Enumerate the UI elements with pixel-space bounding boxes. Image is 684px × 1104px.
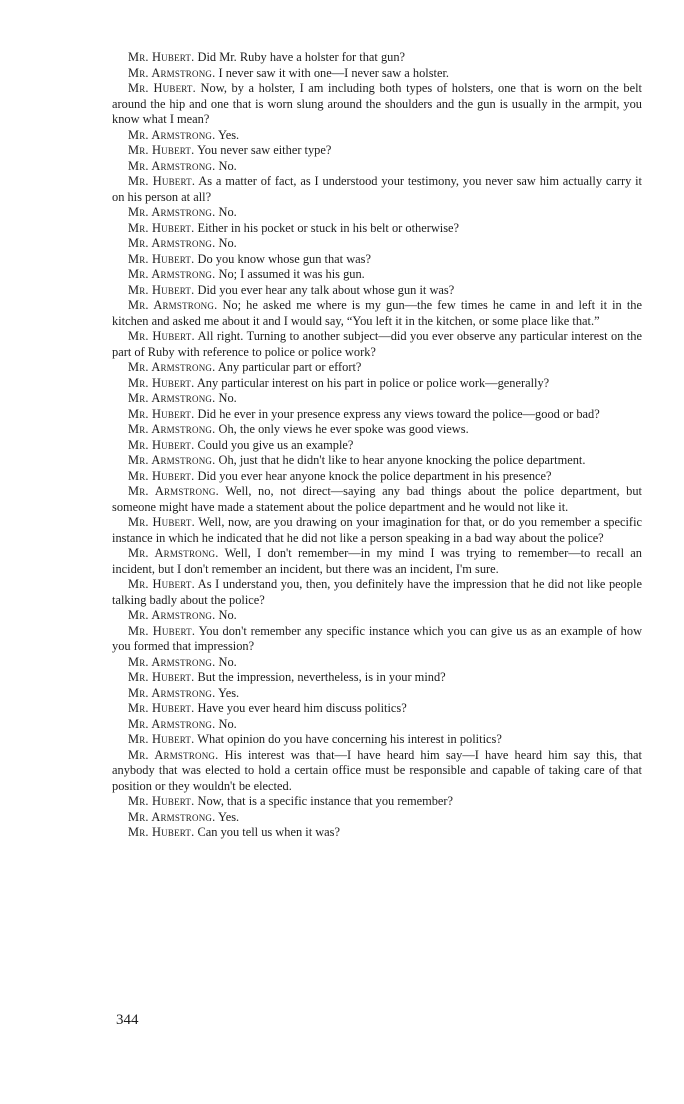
speech-text: Do you know whose gun that was?: [197, 251, 371, 266]
speaker-name: Mr. Hubert.: [128, 670, 195, 684]
speaker-name: Mr. Hubert.: [128, 329, 195, 343]
speaker-name: Mr. Armstrong.: [128, 716, 216, 731]
speech-text: You never saw either type?: [197, 143, 332, 157]
speech-text: Either in his pocket or stuck in his belt or otherwise?: [197, 220, 460, 235]
speaker-name: Mr. Armstrong.: [128, 422, 216, 436]
speaker-name: Mr. Hubert.: [128, 732, 195, 746]
testimony-paragraph: [112, 748, 642, 795]
testimony-paragraph: [112, 267, 642, 283]
speech-text: Have you ever heard him discuss politics?: [197, 701, 407, 715]
speech-text: Well, now, are you drawing on your imagination for that, or do you remember a specific instance in which he indicated that he did not like a person speaking in a bad way about the police?: [112, 515, 643, 545]
speaker-name: Mr. Hubert.: [128, 468, 195, 483]
speech-text: You don't remember any specific instance which you can give us as an example of how you formed that impression?: [112, 623, 643, 653]
testimony-paragraph: [112, 717, 642, 733]
speech-text: His interest was that—I have heard him say—I have heard him say this, that anybody that was elected to hold a certain office must be responsible and capable of taking care of that position or they wouldn't be elected.: [112, 747, 643, 793]
speaker-name: Mr. Armstrong.: [128, 654, 216, 669]
speaker-name: Mr. Armstrong.: [128, 65, 216, 80]
testimony-paragraph: [112, 283, 642, 299]
speech-text: What opinion do you have concerning his interest in politics?: [197, 732, 502, 746]
speaker-name: Mr. Hubert.: [128, 623, 196, 638]
speaker-name: Mr. Hubert.: [128, 143, 195, 157]
speech-text: No.: [218, 158, 237, 173]
speaker-name: Mr. Hubert.: [128, 406, 195, 421]
speaker-name: Mr. Hubert.: [128, 50, 195, 64]
speech-text: Did you ever hear anyone knock the police department in his presence?: [197, 468, 552, 483]
speaker-name: Mr. Hubert.: [128, 282, 195, 297]
speaker-name: Mr. Armstrong.: [128, 127, 216, 142]
speaker-name: Mr. Armstrong.: [128, 236, 216, 250]
speaker-name: Mr. Armstrong.: [128, 747, 219, 762]
speaker-name: Mr. Armstrong.: [128, 298, 218, 312]
testimony-paragraph: [112, 221, 642, 237]
speech-text: Well, no, not direct—saying any bad things about the police department, but someone might have made a statement about the police department and he would not like it.: [112, 484, 642, 514]
speech-text: Well, I don't remember—in my mind I was trying to remember—to recall an incident, but I don't remember an incident, but there was an incident, I'm sure.: [112, 546, 643, 576]
testimony-paragraph: [112, 810, 642, 826]
speech-text: No.: [218, 716, 237, 731]
speech-text: Did he ever in your presence express any views toward the police—good or bad?: [197, 406, 600, 421]
speaker-name: Mr. Hubert.: [128, 701, 195, 715]
testimony-paragraph: [112, 391, 642, 407]
speech-text: Any particular interest on his part in police or police work—generally?: [196, 375, 550, 390]
testimony-paragraph: [112, 50, 642, 66]
speech-text: Did you ever hear any talk about whose gun it was?: [197, 282, 455, 297]
speech-text: No.: [218, 391, 237, 405]
speaker-name: Mr. Armstrong.: [128, 809, 216, 824]
testimony-paragraph: [112, 143, 642, 159]
speaker-name: Mr. Armstrong.: [128, 685, 216, 700]
testimony-paragraph: [112, 515, 642, 546]
testimony-paragraph: [112, 298, 642, 329]
testimony-paragraph: [112, 686, 642, 702]
speaker-name: Mr. Hubert.: [128, 375, 195, 390]
testimony-paragraph: [112, 794, 642, 810]
testimony-paragraph: [112, 159, 642, 175]
testimony-paragraph: [112, 655, 642, 671]
testimony-paragraph: [112, 329, 642, 360]
speech-text: Did Mr. Ruby have a holster for that gun?: [197, 50, 406, 64]
speech-text: As I understand you, then, you definitely have the impression that he did not like people talking badly about the police?: [112, 577, 642, 607]
testimony-paragraph: [112, 670, 642, 686]
testimony-paragraph: [112, 236, 642, 252]
testimony-paragraph: [112, 360, 642, 376]
speech-text: Yes.: [218, 127, 240, 142]
speech-text: No; he asked me where is my gun—the few times he came in and left it in the kitchen and asked me about it and I would say, “You left it in the kitchen, or some place like that.”: [112, 298, 642, 328]
speech-text: Could you give us an example?: [197, 437, 354, 452]
speech-text: All right. Turning to another subject—did you ever observe any particular interest on the part of Ruby with reference to police or police work?: [112, 329, 642, 359]
speaker-name: Mr. Hubert.: [128, 437, 195, 452]
speaker-name: Mr. Hubert.: [128, 220, 195, 235]
speech-text: No.: [218, 654, 237, 669]
testimony-paragraph: [112, 81, 642, 128]
testimony-paragraph: [112, 608, 642, 624]
testimony-paragraph: [112, 825, 642, 841]
speech-text: Now, by a holster, I am including both types of holsters, one that is worn on the belt around the hip and one that is worn slung around the shoulders and the gun is usually in the armpit, you know what I mean?: [112, 81, 642, 126]
testimony-paragraph: [112, 732, 642, 748]
testimony-paragraph: [112, 376, 642, 392]
speech-text: Can you tell us when it was?: [197, 825, 340, 839]
testimony-paragraph: [112, 407, 642, 423]
speech-text: But the impression, nevertheless, is in your mind?: [197, 670, 446, 684]
speaker-name: Mr. Hubert.: [128, 825, 195, 839]
speaker-name: Mr. Hubert.: [128, 794, 195, 808]
testimony-paragraph: [112, 577, 642, 608]
speech-text: No.: [218, 205, 237, 219]
speaker-name: Mr. Hubert.: [128, 515, 195, 529]
speech-text: Now, that is a specific instance that you remember?: [197, 794, 454, 808]
testimony-paragraph: [112, 128, 642, 144]
speech-text: Yes.: [218, 685, 240, 700]
testimony-paragraph: [112, 66, 642, 82]
speaker-name: Mr. Hubert.: [128, 577, 195, 591]
speech-text: Yes.: [218, 809, 240, 824]
testimony-paragraph: [112, 469, 642, 485]
speaker-name: Mr. Armstrong.: [128, 608, 216, 622]
testimony-paragraph: [112, 174, 642, 205]
page-number: 344: [116, 1012, 139, 1028]
testimony-paragraph: [112, 422, 642, 438]
speaker-name: Mr. Hubert.: [128, 174, 196, 188]
speech-text: No.: [218, 608, 237, 622]
speech-text: As a matter of fact, as I understood your testimony, you never saw him actually carry it on his person at all?: [112, 174, 643, 204]
speaker-name: Mr. Armstrong.: [128, 484, 219, 498]
transcript-body: [112, 50, 642, 841]
speaker-name: Mr. Armstrong.: [128, 453, 216, 467]
speech-text: No; I assumed it was his gun.: [218, 267, 365, 281]
speaker-name: Mr. Hubert.: [128, 81, 196, 95]
speaker-name: Mr. Armstrong.: [128, 546, 219, 560]
testimony-paragraph: [112, 205, 642, 221]
testimony-paragraph: [112, 546, 642, 577]
speaker-name: Mr. Armstrong.: [128, 360, 216, 374]
testimony-paragraph: [112, 624, 642, 655]
speaker-name: Mr. Hubert.: [128, 251, 195, 266]
testimony-paragraph: [112, 438, 642, 454]
speaker-name: Mr. Armstrong.: [128, 391, 216, 405]
testimony-paragraph: [112, 252, 642, 268]
speech-text: Oh, the only views he ever spoke was good views.: [218, 422, 469, 436]
speech-text: I never saw it with one—I never saw a holster.: [218, 65, 450, 80]
speech-text: Oh, just that he didn't like to hear anyone knocking the police department.: [218, 453, 586, 467]
testimony-paragraph: [112, 484, 642, 515]
speaker-name: Mr. Armstrong.: [128, 158, 216, 173]
speaker-name: Mr. Armstrong.: [128, 267, 216, 281]
speech-text: Any particular part or effort?: [217, 360, 362, 374]
speaker-name: Mr. Armstrong.: [128, 205, 216, 219]
speech-text: No.: [218, 236, 237, 250]
testimony-paragraph: [112, 453, 642, 469]
testimony-paragraph: [112, 701, 642, 717]
